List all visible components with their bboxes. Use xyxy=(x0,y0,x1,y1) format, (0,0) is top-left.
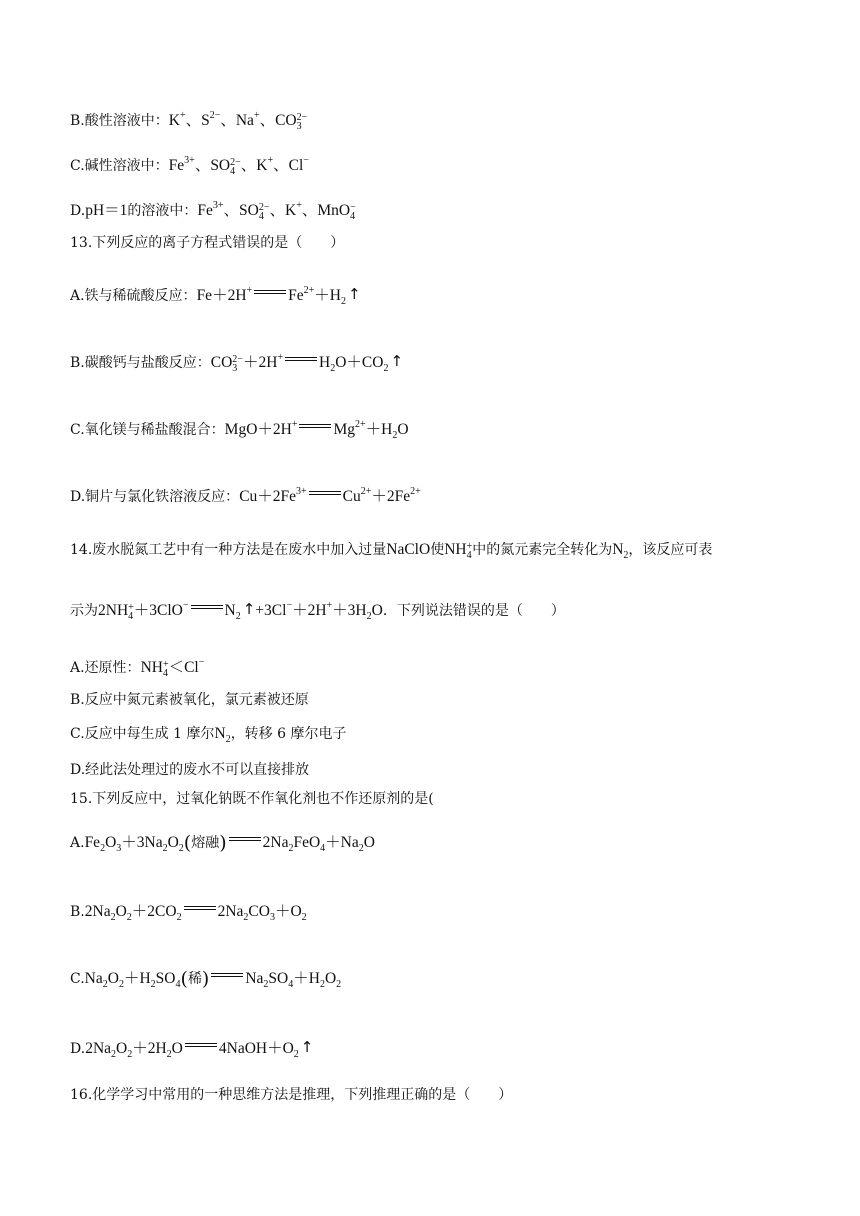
q13-option-a: A.铁与稀硫酸反应：Fe＋2H+ $Fe^{2+}+H_2$ ↑ xyxy=(70,285,361,307)
equation: $Cu+2Fe^{3+}$ $Cu^{2+}+2Fe^{2+}$ xyxy=(239,486,421,505)
q14-option-a: A.还原性：NH + 4 ＜Cl− xyxy=(70,657,205,679)
q14-stem-line1: 14.废水脱氮工艺中有一种方法是在废水中加入过量NaClO使NH + 4 中的氮元素完全转化为$N_2$，该反应可表 xyxy=(70,541,713,561)
q13-option-b: B.碳酸钙与盐酸反应：CO 2− 3 ＋2H+ $H_2O+CO_2$ ↑ xyxy=(70,352,404,374)
q16-stem: 16.化学学习中常用的一种思维方法是推理，下列推理正确的是（ ） xyxy=(70,1087,513,1103)
q12-option-b: B.酸性溶液中：K+、$S^{2-}$、Na+、CO 2− 3 xyxy=(70,110,308,132)
q14-option-b: B.反应中氮元素被氧化，氯元素被还原 xyxy=(70,692,309,708)
formula-n2: $N_2$ xyxy=(612,541,629,561)
q12-option-c: C.碱性溶液中：$Fe^{3+}$、SO 2− 4 、K+、Cl− xyxy=(70,155,309,177)
q13-option-d: D.铜片与氯化铁溶液反应：$Cu+2Fe^{3+}$ $Cu^{2+}+2Fe^{2+}$ xyxy=(70,486,421,505)
q15-option-c: $C.Na_2O_2+H_2SO_4$(稀) $Na_2SO_4+H_2O_2$ xyxy=(70,968,342,990)
q13-option-c: C.氧化镁与稀盐酸混合：MgO＋2H+ $Mg^{2+}+H_2O$ xyxy=(70,419,409,441)
formula-n2: $N_2$ xyxy=(214,725,231,745)
q15-option-d: $D.2Na_2O_2+2H_2O$ $4NaOH+O_2$ ↑ xyxy=(70,1038,314,1060)
formula-naclo: NaClO xyxy=(386,541,431,558)
ion-list: $Fe^{3+}$、SO 2− 4 、K+、MnO − 4 xyxy=(197,200,356,222)
q15-option-a: $A.Fe_2O_3+3Na_2O_2$(熔融) $2Na_2FeO_4+Na_2O$ xyxy=(70,832,375,854)
q15-stem: 15.下列反应中，过氧化钠既不作氧化剂也不作还原剂的是( xyxy=(70,791,434,807)
q13-stem: 13.下列反应的离子方程式错误的是（ ） xyxy=(70,235,345,251)
equation: Fe＋2H+ $Fe^{2+}+H_2$ ↑ xyxy=(196,285,361,307)
equation: $Na_2O_2+H_2SO_4$( xyxy=(84,968,188,990)
equation: $2Na_2O_2+2CO_2$ $2Na_2CO_3+O_2$ xyxy=(84,903,307,923)
q14-option-c: C.反应中每生成 1 摩尔$N_2$，转移 6 摩尔电子 xyxy=(70,725,347,745)
q15-option-b: $B.2Na_2O_2+2CO_2$ $2Na_2CO_3+O_2$ xyxy=(70,903,307,923)
ph-condition: pH＝1 xyxy=(85,202,128,219)
formula-ammonium: NH + 4 xyxy=(444,541,473,561)
ion-list: $Fe^{3+}$、SO 2− 4 、K+、Cl− xyxy=(168,155,309,177)
equation: 2NH + 4 ＋3ClO− $N_2$ $↑+3Cl^-+2H^++3H_2O$ xyxy=(98,600,383,622)
q14-stem-line2: 示为2NH + 4 ＋3ClO− $N_2$ $↑+3Cl^-+2H^++3H_2O$．下列说法错误的是（ ） xyxy=(70,600,565,622)
q12-option-d: D.pH＝1的溶液中：$Fe^{3+}$、SO 2− 4 、K+、MnO − 4 xyxy=(70,200,356,222)
equation: MgO＋2H+ $Mg^{2+}+H_2O$ xyxy=(224,419,409,441)
equation: CO 2− 3 ＋2H+ $H_2O+CO_2$ ↑ xyxy=(210,352,404,374)
q14-option-d: D.经此法处理过的废水不可以直接排放 xyxy=(70,762,310,778)
equation: $Fe_2O_3+3Na_2O_2$( xyxy=(84,832,192,854)
equation: $2Na_2O_2+2H_2O$ $4NaOH+O_2$ ↑ xyxy=(85,1038,314,1060)
inequality: NH + 4 ＜Cl− xyxy=(140,657,205,679)
ion-list: K+、$S^{2-}$、Na+、CO 2− 3 xyxy=(168,110,308,132)
